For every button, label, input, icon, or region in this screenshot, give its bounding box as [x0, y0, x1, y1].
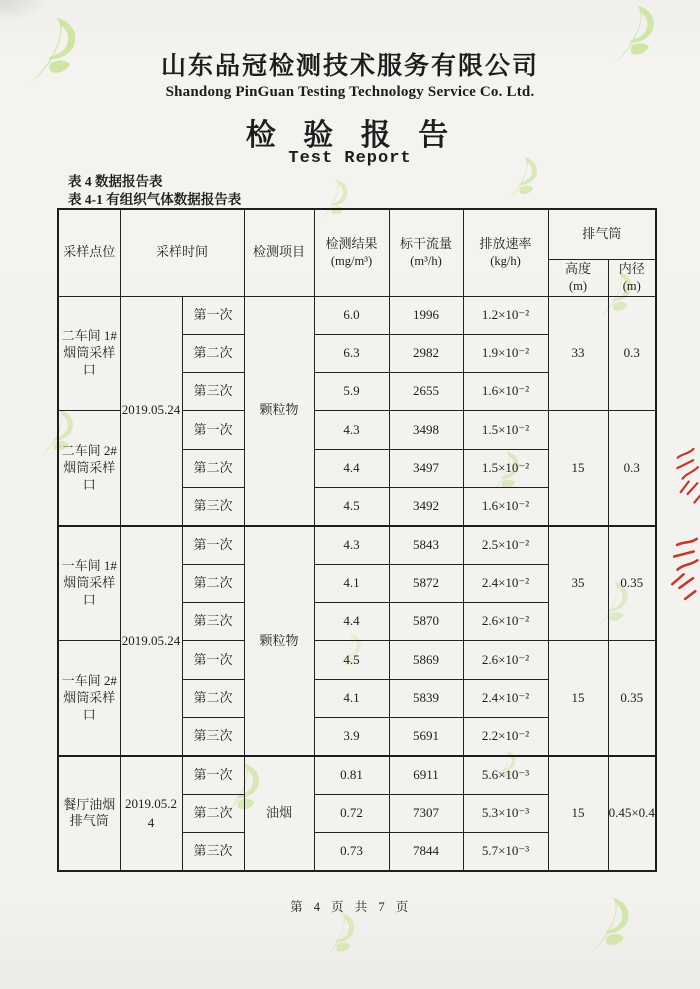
- test-item-cell: 颗粒物: [244, 526, 314, 756]
- flow-value-cell: 2982: [389, 334, 463, 372]
- col-header-stack-height-unit: (m): [568, 278, 588, 293]
- col-header-sampling-point: 采样点位: [58, 209, 120, 296]
- sampling-sequence-cell: 第三次: [182, 718, 244, 756]
- rate-value-cell: 5.7×10⁻³: [463, 833, 548, 871]
- report-title-en: Test Report: [288, 149, 412, 168]
- rate-value-cell: 1.9×10⁻²: [463, 334, 548, 372]
- sampling-sequence-cell: 第二次: [182, 334, 244, 372]
- result-value-cell: 6.3: [314, 334, 389, 372]
- col-header-result-label: 检测结果: [325, 236, 378, 252]
- sampling-date-cell: 2019.05.24: [120, 296, 182, 526]
- company-name-en: Shandong PinGuan Testing Technology Service Co. Ltd.: [165, 84, 535, 100]
- report-table: [57, 208, 657, 872]
- sampling-date-cell: 2019.05.24: [120, 526, 182, 756]
- result-value-cell: 4.3: [314, 526, 389, 564]
- result-value-cell: 0.81: [314, 756, 389, 794]
- report-table-body: [58, 296, 656, 871]
- red-ink-mark: [666, 533, 700, 605]
- test-item-cell: 颗粒物: [244, 296, 314, 526]
- stack-diameter-cell: 0.3: [608, 411, 656, 526]
- flow-value-cell: 3492: [389, 488, 463, 526]
- sampling-sequence-cell: 第三次: [182, 603, 244, 641]
- col-header-stack-diameter-unit: (m): [622, 278, 641, 293]
- col-header-test-item: 检测项目: [244, 209, 314, 296]
- rate-value-cell: 2.5×10⁻²: [463, 526, 548, 564]
- result-value-cell: 4.5: [314, 488, 389, 526]
- stack-height-cell: 15: [548, 641, 608, 756]
- rate-value-cell: 1.5×10⁻²: [463, 411, 548, 449]
- flow-value-cell: 5839: [389, 679, 463, 717]
- sampling-sequence-cell: 第三次: [182, 373, 244, 411]
- flow-value-cell: 5843: [389, 526, 463, 564]
- flow-value-cell: 5870: [389, 603, 463, 641]
- result-value-cell: 0.72: [314, 794, 389, 832]
- sampling-sequence-cell: 第一次: [182, 296, 244, 334]
- col-header-stack-height-label: 高度: [565, 260, 592, 276]
- rate-value-cell: 5.6×10⁻³: [463, 756, 548, 794]
- sampling-sequence-cell: 第三次: [182, 488, 244, 526]
- stack-diameter-cell: 0.3: [608, 296, 656, 411]
- sampling-point-cell: 餐厅油烟排气筒: [58, 756, 120, 871]
- rate-value-cell: 1.6×10⁻²: [463, 488, 548, 526]
- sampling-sequence-cell: 第三次: [182, 833, 244, 871]
- sampling-sequence-cell: 第二次: [182, 794, 244, 832]
- col-header-rate: [463, 209, 548, 296]
- table-row: [58, 756, 656, 794]
- stack-diameter-cell: 0.35: [608, 526, 656, 641]
- rate-value-cell: 2.6×10⁻²: [463, 641, 548, 679]
- table-caption-line1: 表 4 数据报告表: [68, 174, 163, 189]
- stack-height-cell: 35: [548, 526, 608, 641]
- result-value-cell: 4.5: [314, 641, 389, 679]
- report-title-cn: 检 验 报 告: [245, 119, 455, 152]
- flow-value-cell: 3497: [389, 449, 463, 487]
- sampling-sequence-cell: 第二次: [182, 564, 244, 602]
- table-row: [58, 526, 656, 564]
- stack-height-cell: 33: [548, 296, 608, 411]
- result-value-cell: 4.1: [314, 679, 389, 717]
- result-value-cell: 0.73: [314, 833, 389, 871]
- col-header-stack-diameter: [608, 259, 656, 296]
- stack-diameter-cell: 0.45×0.4: [608, 756, 656, 871]
- stack-diameter-cell: 0.35: [608, 641, 656, 756]
- sampling-point-cell: 二车间 2#烟筒采样口: [58, 411, 120, 526]
- test-item-cell: 油烟: [244, 756, 314, 871]
- sampling-date-cell: 2019.05.24: [120, 756, 182, 871]
- flow-value-cell: 7307: [389, 794, 463, 832]
- col-header-stack-height: [548, 259, 608, 296]
- col-header-result: [314, 209, 389, 296]
- result-value-cell: 5.9: [314, 373, 389, 411]
- result-value-cell: 4.4: [314, 603, 389, 641]
- result-value-cell: 4.4: [314, 449, 389, 487]
- sampling-point-cell: 二车间 1#烟筒采样口: [58, 296, 120, 411]
- col-header-stack-diameter-label: 内径: [618, 260, 645, 276]
- rate-value-cell: 2.6×10⁻²: [463, 603, 548, 641]
- rate-value-cell: 1.5×10⁻²: [463, 449, 548, 487]
- rate-value-cell: 1.6×10⁻²: [463, 373, 548, 411]
- col-header-flow: [389, 209, 463, 296]
- table-row: [58, 296, 656, 334]
- page-number: 第 4 页 共 7 页: [290, 900, 410, 914]
- flow-value-cell: 5691: [389, 718, 463, 756]
- table-caption-line2: 表 4-1 有组织气体数据报告表: [68, 192, 242, 207]
- rate-value-cell: 2.2×10⁻²: [463, 718, 548, 756]
- col-header-sampling-time: 采样时间: [120, 209, 244, 296]
- col-header-result-unit: (mg/m³): [330, 254, 373, 269]
- col-header-flow-label: 标干流量: [400, 236, 453, 252]
- result-value-cell: 3.9: [314, 718, 389, 756]
- sampling-sequence-cell: 第一次: [182, 411, 244, 449]
- rate-value-cell: 5.3×10⁻³: [463, 794, 548, 832]
- flow-value-cell: 5869: [389, 641, 463, 679]
- company-name-cn: 山东品冠检测技术服务有限公司: [160, 53, 539, 80]
- flow-value-cell: 5872: [389, 564, 463, 602]
- col-header-flow-unit: (m³/h): [410, 254, 442, 269]
- rate-value-cell: 2.4×10⁻²: [463, 679, 548, 717]
- sampling-sequence-cell: 第二次: [182, 679, 244, 717]
- sampling-sequence-cell: 第一次: [182, 526, 244, 564]
- result-value-cell: 4.1: [314, 564, 389, 602]
- rate-value-cell: 1.2×10⁻²: [463, 296, 548, 334]
- sampling-point-cell: 一车间 1#烟筒采样口: [58, 526, 120, 641]
- flow-value-cell: 6911: [389, 756, 463, 794]
- result-value-cell: 6.0: [314, 296, 389, 334]
- flow-value-cell: 3498: [389, 411, 463, 449]
- stack-height-cell: 15: [548, 411, 608, 526]
- flow-value-cell: 1996: [389, 296, 463, 334]
- sampling-sequence-cell: 第二次: [182, 449, 244, 487]
- red-ink-mark: [670, 442, 700, 511]
- rate-value-cell: 2.4×10⁻²: [463, 564, 548, 602]
- sampling-sequence-cell: 第一次: [182, 756, 244, 794]
- flow-value-cell: 7844: [389, 833, 463, 871]
- col-header-rate-unit: (kg/h): [490, 254, 521, 269]
- result-value-cell: 4.3: [314, 411, 389, 449]
- col-header-stack: 排气筒: [548, 209, 656, 259]
- sampling-point-cell: 一车间 2#烟筒采样口: [58, 641, 120, 756]
- pinguan-leaf-logo-watermark: [317, 909, 373, 965]
- flow-value-cell: 2655: [389, 373, 463, 411]
- col-header-rate-label: 排放速率: [479, 236, 532, 252]
- stack-height-cell: 15: [548, 756, 608, 871]
- sampling-sequence-cell: 第一次: [182, 641, 244, 679]
